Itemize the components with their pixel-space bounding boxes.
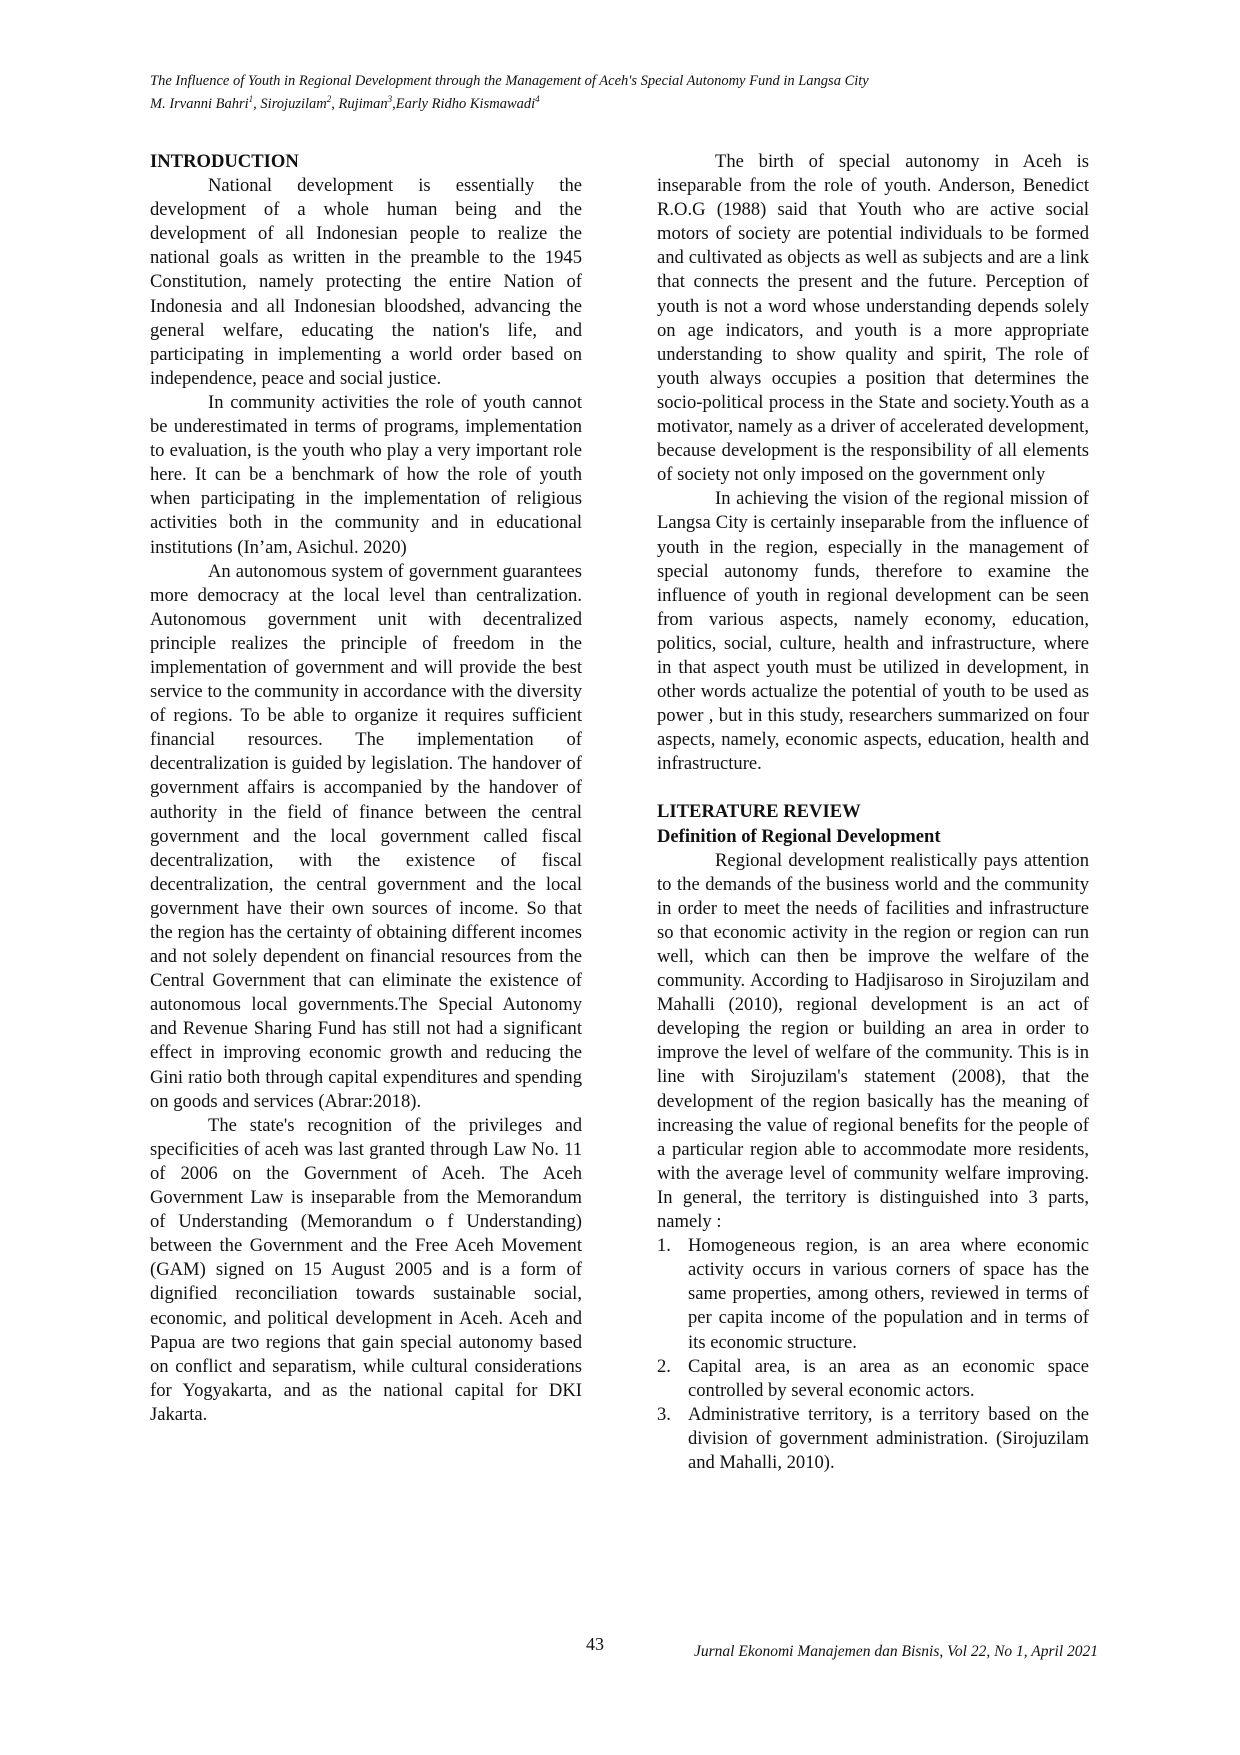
- body-paragraph: Regional development realistically pays attention to the demands of the business world and the community in order to meet the needs of facilities and infrastructure so that economic activity in the region or region can run well, which can then be improve the welfare of the community. According to Hadjisaroso in Sirojuzilam and Mahalli (2010), regional development is an act of developing the region or building an area in order to improve the level of welfare of the community. This is in line with Sirojuzilam's statement (2008), that the development of the region basically has the meaning of increasing the value of regional benefits for the people of a particular region able to accommodate more residents, with the average level of community welfare improving. In general, the territory is distinguished into 3 parts, namely :: [657, 849, 1089, 1233]
- body-paragraph: An autonomous system of government guarantees more democracy at the local level than centralization. Autonomous government unit with decentralized principle realizes the principle of freedom in the implementation of government and will provide the best service to the community in accordance with the diversity of regions. To be able to organize it requires sufficient financial resources. The implementation of decentralization is guided by legislation. The handover of government affairs is accompanied by the handover of authority in the field of finance between the central government and the local government called fiscal decentralization, with the existence of fiscal decentralization, the central government and the local government have their own sources of income. So that the region has the certainty of obtaining different incomes and not solely dependent on financial resources from the Central Government that can eliminate the existence of autonomous local governments.The Special Autonomy and Revenue Sharing Fund has still not had a significant effect in improving economic growth and reducing the Gini ratio both through capital expenditures and spending on goods and services (Abrar:2018).: [150, 560, 582, 1112]
- introduction-heading: INTRODUCTION: [150, 151, 299, 172]
- section-spacer: [657, 776, 1089, 800]
- body-paragraph: In achieving the vision of the regional mission of Langsa City is certainly inseparable from the influence of youth in the region, especially in the management of special autonomy funds, therefore to examine the influence of youth in regional development can be seen from various aspects, namely economy, education, politics, social, culture, health and infrastructure, where in that aspect youth must be utilized in development, in other words actualize the potential of youth to be used as power , but in this study, researchers summarized on four aspects, namely, economic aspects, education, health and infrastructure.: [657, 488, 1089, 775]
- body-paragraph: In community activities the role of youth cannot be underestimated in terms of programs, implementation to evaluation, is the youth who play a very important role here. It can be a benchmark of how the role of youth when participating in the implementation of religious activities both in the community and in educational institutions (In’am, Asichul. 2020): [150, 391, 582, 558]
- author: Early Ridho Kismawadi: [395, 95, 536, 112]
- paper-title: The Influence of Youth in Regional Development through the Management of Aceh's Special Autonomy Fund in Langsa City: [150, 73, 869, 89]
- body-paragraph: National development is essentially the development of a whole human being and the development of all Indonesian people to realize the national goals as written in the preamble to the 1945 Constitution, namely protecting the entire Nation of Indonesia and all Indonesian bloodshed, advancing the general welfare, educating the nation's life, and participating in implementing a world order based on independence, peace and social justice.: [150, 175, 582, 389]
- list-number: 3.: [657, 1403, 671, 1425]
- regional-development-subheading: Definition of Regional Development: [657, 825, 941, 847]
- list-text: Homogeneous region, is an area where economic activity occurs in various corners of space has the same properties, among others, reviewed in terms of per capita income of the population and in terms of its economic structure.: [688, 1235, 1089, 1353]
- author-separator: ,: [392, 95, 396, 112]
- body-paragraph: The state's recognition of the privileges and specificities of aceh was last granted through Law No. 11 of 2006 on the Government of Aceh. The Aceh Government Law is inseparable from the Memorandum of Understanding (Memorandum o f Understanding) between the Government and the Free Aceh Movement (GAM) signed on 15 August 2005 and is a form of dignified reconciliation towards sustainable social, economic, and political development in Aceh. Aceh and Papua are two regions that gain special autonomy based on conflict and separatism, while cultural considerations for Yogyakarta, and as the national capital for DKI Jakarta.: [150, 1114, 582, 1425]
- list-text: Administrative territory, is a territory based on the division of government administration. (Sirojuzilam and Mahalli, 2010).: [688, 1403, 1089, 1473]
- right-column: [657, 150, 1089, 1475]
- literature-review-heading: LITERATURE REVIEW: [657, 801, 861, 823]
- running-head: [150, 72, 1110, 113]
- list-number: 1.: [657, 1235, 671, 1257]
- author-affiliation: 4: [535, 94, 540, 104]
- author-separator: ,: [331, 95, 339, 112]
- author: M. Irvanni Bahri: [150, 95, 249, 112]
- author-separator: ,: [253, 95, 261, 112]
- list-item: [657, 1355, 1089, 1403]
- author-affiliation: 2: [326, 94, 332, 104]
- body-paragraph: The birth of special autonomy in Aceh is inseparable from the role of youth. Anderson, Benedict R.O.G (1988) said that Youth who are active social motors of society are potential individuals to be formed and cultivated as objects as well as subjects and are a link that connects the present and the future. Perception of youth is not a word whose understanding depends solely on age indicators, and youth is a more appropriate understanding to show quality and spirit, The role of youth always occupies a position that determines the socio-political process in the State and society.Youth as a motivator, namely as a driver of accelerated development, because development is the responsibility of all elements of society not only imposed on the government only: [657, 151, 1089, 486]
- list-text: Capital area, is an area as an economic space controlled by several economic actors.: [688, 1355, 1089, 1401]
- author: Rujiman: [338, 95, 388, 112]
- list-number: 2.: [657, 1355, 671, 1377]
- list-item: [657, 1234, 1089, 1354]
- journal-citation: Jurnal Ekonomi Manajemen dan Bisnis, Vol 22, No 1, April 2021: [694, 1643, 1098, 1660]
- author-affiliation: 1: [248, 94, 254, 104]
- left-column: [150, 150, 582, 1427]
- author-line: [150, 90, 1110, 113]
- page-number: 43: [586, 1634, 604, 1654]
- author: Sirojuzilam: [260, 95, 327, 112]
- list-item: [657, 1403, 1089, 1475]
- region-types-list: [657, 1234, 1089, 1475]
- author-affiliation: 3: [387, 94, 393, 104]
